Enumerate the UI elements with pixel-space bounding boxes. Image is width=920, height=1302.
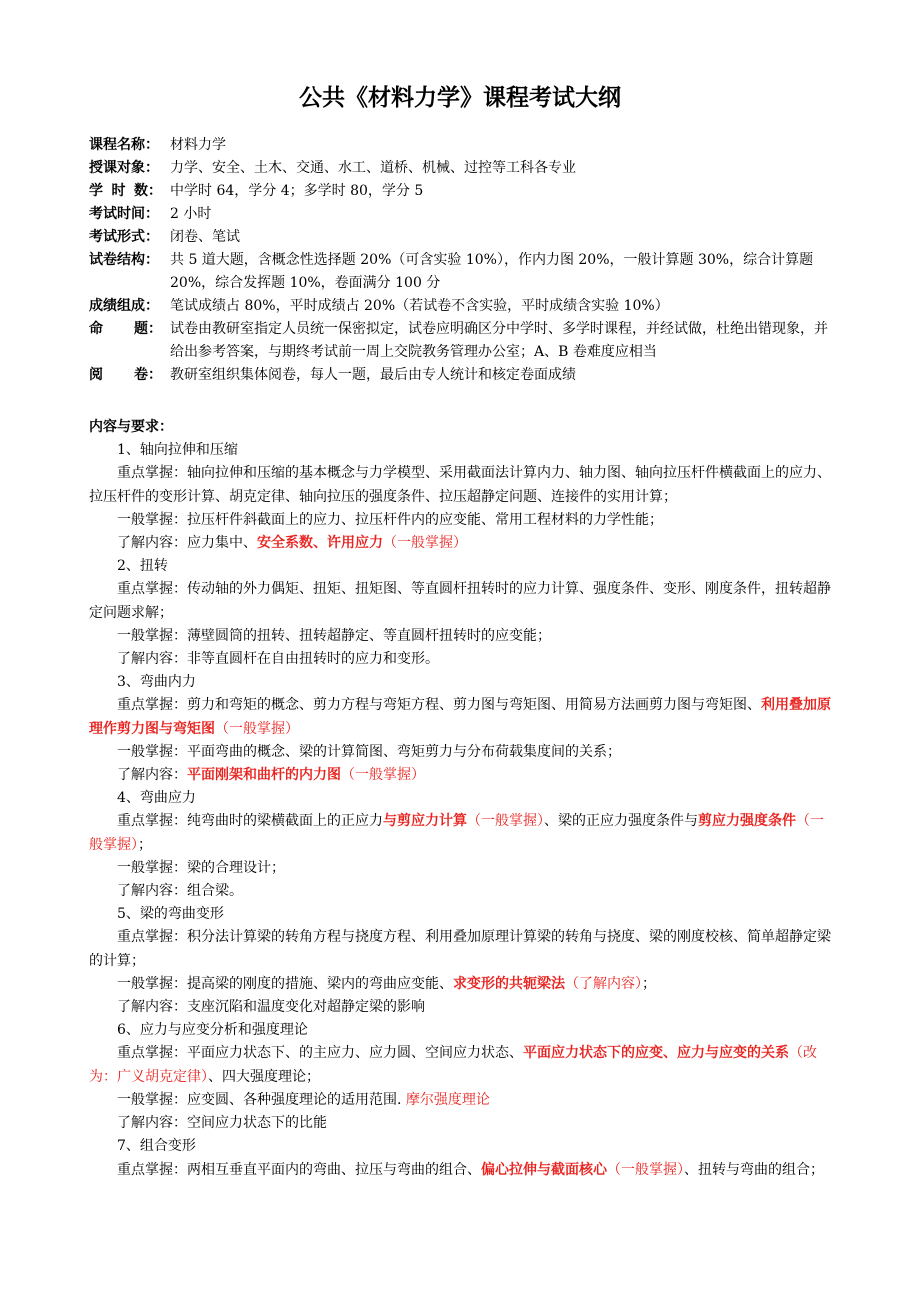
section-heading: 2、扭转 (117, 558, 168, 575)
requirement-line (89, 1112, 834, 1135)
highlighted-text: （一般掌握） (215, 720, 299, 737)
info-row (89, 295, 839, 318)
highlighted-text: 利用叠加原理作剪力图与弯矩图 (89, 697, 831, 737)
course-info (89, 134, 839, 387)
highlighted-text: 与剪应力计算 (383, 813, 467, 830)
info-label: 成绩组成： (89, 298, 159, 314)
info-value: 材料力学 (170, 137, 226, 153)
requirement-line (89, 532, 834, 555)
requirement-line (89, 1042, 834, 1088)
requirement-text: 一般掌握：拉压杆件斜截面上的应力、拉压杆件内的应变能、常用工程材料的力学性能； (117, 511, 663, 528)
info-value: 中学时 64，学分 4；多学时 80，学分 5 (170, 183, 424, 199)
highlighted-text: 平面刚架和曲杆的内力图 (187, 767, 341, 784)
highlighted-text: 偏心拉伸与截面核心 (481, 1161, 607, 1178)
content-heading: 内容与要求： (89, 419, 173, 435)
highlighted-text: （了解内容） (565, 975, 642, 992)
requirement-text: ； (138, 836, 152, 853)
info-label: 命 题： (89, 321, 162, 337)
highlighted-text: （一般掌握） (89, 813, 824, 853)
highlighted-text: 平面应力状态下的应变、应力与应变的关系 (523, 1045, 789, 1062)
info-value: 共 5 道大题，含概念性选择题 20%（可含实验 10%），作内力图 20%，一般计算题 30%，综合计算题 20%，综合发挥题 10%，卷面满分 100 分 (170, 252, 814, 291)
requirement-text: 重点掌握：两相互垂直平面内的弯曲、拉压与弯曲的组合、 (117, 1161, 481, 1178)
requirement-text: 了解内容： (117, 767, 187, 784)
section-heading: 3、弯曲内力 (117, 674, 196, 691)
info-value: 闭卷、笔试 (170, 229, 240, 245)
info-value: 试卷由教研室指定人员统一保密拟定，试卷应明确区分中学时、多学时课程，并经试做，杜绝出错现象，并给出参考答案，与期终考试前一周上交院教务管理办公室；A、B 卷难度应相当 (170, 321, 828, 360)
info-row (89, 134, 839, 157)
document-title: 公共《材料力学》课程考试大纲 (299, 85, 621, 111)
highlighted-text: （一般掌握） (383, 535, 467, 552)
requirement-text: ； (642, 975, 656, 992)
highlighted-text: （一般掌握） (467, 813, 544, 830)
info-label: 课程名称： (89, 137, 159, 153)
content-requirements (89, 416, 834, 1182)
requirement-text: 了解内容：非等直圆杆在自由扭转时的应力和变形。 (117, 651, 439, 668)
section-heading: 1、轴向拉伸和压缩 (117, 442, 238, 459)
requirement-text: 一般掌握：梁的合理设计； (117, 859, 285, 876)
requirement-text: 重点掌握：纯弯曲时的梁横截面上的正应力 (117, 813, 383, 830)
requirement-line (89, 694, 834, 740)
info-label: 考试时间： (89, 206, 159, 222)
requirement-line (89, 625, 834, 648)
info-value: 2 小时 (170, 206, 212, 222)
requirement-text: 重点掌握：平面应力状态下、的主应力、应力圆、空间应力状态、 (117, 1045, 523, 1062)
section-heading: 6、应力与应变分析和强度理论 (117, 1022, 308, 1039)
highlighted-text: （一般掌握） (341, 767, 425, 784)
requirement-text: 了解内容：空间应力状态下的比能 (117, 1115, 327, 1132)
info-row (89, 364, 839, 387)
requirement-text: 重点掌握：传动轴的外力偶矩、扭矩、扭矩图、等直圆杆扭转时的应力计算、强度条件、变形、刚度条件，扭转超静定问题求解； (89, 581, 831, 621)
requirement-text: 重点掌握：积分法计算梁的转角方程与挠度方程、利用叠加原理计算梁的转角与挠度、梁的刚度校核、简单超静定梁的计算； (89, 929, 831, 969)
requirement-text: 了解内容：应力集中、 (117, 535, 257, 552)
requirement-text: 、四大强度理论； (208, 1068, 320, 1085)
highlighted-text: （一般掌握） (607, 1161, 684, 1178)
requirement-line (89, 1159, 834, 1182)
info-label: 授课对象： (89, 160, 159, 176)
requirement-line (89, 973, 834, 996)
requirement-line (89, 926, 834, 972)
info-row (89, 318, 839, 364)
requirement-line (89, 648, 834, 671)
info-row (89, 157, 839, 180)
requirement-text: 了解内容：组合梁。 (117, 883, 243, 900)
info-row (89, 226, 839, 249)
requirement-text: 一般掌握：提高梁的刚度的措施、梁内的弯曲应变能、 (117, 975, 453, 992)
requirement-text: 、扭转与弯曲的组合； (684, 1161, 824, 1178)
info-value: 教研室组织集体阅卷，每人一题，最后由专人统计和核定卷面成绩 (170, 367, 576, 383)
info-row (89, 249, 839, 295)
highlighted-text: 求变形的共轭梁法 (453, 975, 565, 992)
requirement-line (89, 509, 834, 532)
requirement-line (89, 880, 834, 903)
requirement-text: 重点掌握：轴向拉伸和压缩的基本概念与力学模型、采用截面法计算内力、轴力图、轴向拉压杆件横截面上的应力、拉压杆件的变形计算、胡克定律、轴向拉压的强度条件、拉压超静定问题、连接件的实用计算； (89, 465, 831, 505)
requirement-line (89, 810, 834, 856)
requirement-text: 一般掌握：薄壁圆筒的扭转、扭转超静定、等直圆杆扭转时的应变能； (117, 627, 551, 644)
info-row (89, 180, 839, 203)
requirement-text: 了解内容：支座沉陷和温度变化对超静定梁的影响 (117, 999, 425, 1016)
requirement-text: 一般掌握：平面弯曲的概念、梁的计算简图、弯矩剪力与分布荷载集度间的关系； (117, 743, 621, 760)
info-label: 阅 卷： (89, 367, 162, 383)
requirement-line (89, 1089, 834, 1112)
section-heading: 5、梁的弯曲变形 (117, 906, 224, 923)
info-value: 笔试成绩占 80%，平时成绩占 20%（若试卷不含实验，平时成绩含实验 10%） (170, 298, 669, 314)
section-heading: 7、组合变形 (117, 1138, 196, 1155)
info-label: 学 时 数： (89, 183, 162, 199)
info-value: 力学、安全、土木、交通、水工、道桥、机械、过控等工科各专业 (170, 160, 576, 176)
highlighted-text: （改为：广义胡克定律） (89, 1045, 817, 1085)
sections-list (89, 439, 834, 1182)
highlighted-text: 剪应力强度条件 (698, 813, 796, 830)
requirement-line (89, 996, 834, 1019)
info-label: 考试形式： (89, 229, 159, 245)
highlighted-text: 安全系数、许用应力 (257, 535, 383, 552)
requirement-line (89, 462, 834, 508)
info-label: 试卷结构： (89, 252, 159, 268)
requirement-line (89, 764, 834, 787)
requirement-text: 重点掌握：剪力和弯矩的概念、剪力方程与弯矩方程、剪力图与弯矩图、用简易方法画剪力图与弯矩图、 (117, 697, 761, 714)
section-heading: 4、弯曲应力 (117, 790, 196, 807)
requirement-text: 、梁的正应力强度条件与 (544, 813, 698, 830)
requirement-line (89, 857, 834, 880)
info-row (89, 203, 839, 226)
highlighted-text: 摩尔强度理论 (405, 1091, 490, 1108)
requirement-line (89, 578, 834, 624)
requirement-line (89, 741, 834, 764)
requirement-text: 一般掌握：应变圆、各种强度理论的适用范围. (117, 1091, 406, 1108)
